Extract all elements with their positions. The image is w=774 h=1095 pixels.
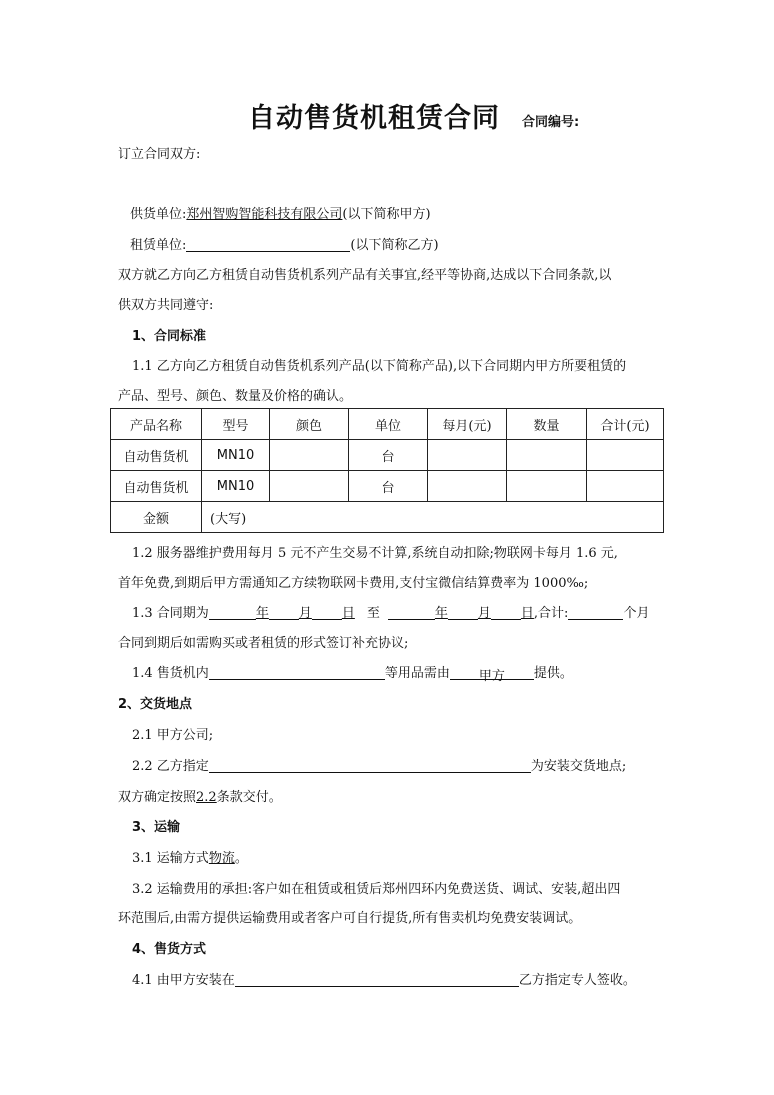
intro-line-1: 双方就乙方向乙方租赁自动售货机系列产品有关事宜,经平等协商,达成以下合同条款,以 bbox=[118, 268, 612, 283]
parties-intro: 订立合同双方: bbox=[118, 147, 201, 162]
clause-3-2-line-2: 环范围后,由需方提供运输费用或者客户可自行提货,所有售卖机均免费安装调试。 bbox=[118, 911, 582, 926]
clause-1-3-line-1 bbox=[132, 602, 649, 621]
table-header-cell: 单位 bbox=[349, 409, 428, 440]
table-header-cell: 产品名称 bbox=[111, 409, 202, 440]
table-cell[interactable] bbox=[428, 471, 507, 502]
table-header-cell: 数量 bbox=[507, 409, 587, 440]
transport-method: 物流 bbox=[208, 851, 235, 866]
end-year-blank[interactable] bbox=[388, 605, 435, 620]
table-cell[interactable] bbox=[587, 440, 664, 471]
clause-1-2-line-1: 1.2 服务器维护费用每月 5 元不产生交易不计算,系统自动扣除;物联网卡每月 1.6 元, bbox=[132, 546, 618, 561]
supplies-blank[interactable] bbox=[209, 665, 385, 680]
table-cell: MN10 bbox=[202, 440, 270, 471]
c14-prefix: 1.4 售货机内 bbox=[132, 666, 209, 681]
delivery-location-blank[interactable] bbox=[209, 758, 531, 773]
c14-middle: 等用品需由 bbox=[384, 666, 450, 681]
clause-3-2-line-1: 3.2 运输费用的承担:客户如在租赁或租赁后郑州四环内免费送货、调试、安装,超出四 bbox=[132, 882, 621, 897]
clause-1-3-line-2: 合同到期后如需购买或者租赁的形式签订补充协议; bbox=[118, 636, 409, 651]
clause-3-1 bbox=[132, 847, 248, 866]
term-prefix: 1.3 合同期为 bbox=[132, 606, 209, 621]
clause-2-2 bbox=[132, 755, 626, 774]
table-row bbox=[111, 471, 664, 502]
table-cell[interactable] bbox=[270, 440, 349, 471]
c22-line2-ref: 2.2 bbox=[196, 790, 217, 805]
table-header-cell: 颜色 bbox=[270, 409, 349, 440]
clause-1-1-line-1: 1.1 乙方向乙方租赁自动售货机系列产品(以下简称产品),以下合同期内甲方所要租赁的 bbox=[132, 359, 627, 374]
amount-value[interactable]: (大写) bbox=[202, 502, 664, 533]
table-cell[interactable] bbox=[428, 440, 507, 471]
section-1-heading: 1、合同标准 bbox=[132, 329, 207, 344]
section-4-heading: 4、售货方式 bbox=[132, 942, 207, 957]
end-day-label: 日 bbox=[520, 606, 534, 621]
table-header-cell: 每月(元) bbox=[428, 409, 507, 440]
table-cell: 台 bbox=[349, 440, 428, 471]
lessee-label: 租赁单位: bbox=[130, 238, 187, 253]
c31-prefix: 3.1 运输方式 bbox=[132, 851, 209, 866]
clause-2-1: 2.1 甲方公司; bbox=[132, 728, 214, 743]
table-cell[interactable] bbox=[270, 471, 349, 502]
clause-1-1-line-2: 产品、型号、颜色、数量及价格的确认。 bbox=[118, 389, 353, 404]
lessee-suffix: (以下简称乙方) bbox=[350, 238, 439, 253]
table-amount-row bbox=[111, 502, 664, 533]
c22-line2-suffix: 条款交付。 bbox=[216, 790, 282, 805]
start-day-blank[interactable] bbox=[312, 605, 342, 620]
end-month-blank[interactable] bbox=[448, 605, 478, 620]
clause-1-2-line-2: 首年免费,到期后甲方需通知乙方续物联网卡费用,支付宝微信结算费率为 1000‰; bbox=[118, 576, 589, 591]
intro-line-2: 供双方共同遵守: bbox=[118, 298, 214, 313]
term-months: 个月 bbox=[623, 606, 650, 621]
table-cell[interactable] bbox=[507, 471, 587, 502]
clause-2-2-line-2 bbox=[118, 786, 282, 805]
supplier-suffix: (以下简称甲方) bbox=[342, 207, 431, 222]
section-2-heading: 2、交货地点 bbox=[118, 697, 193, 712]
c22-prefix: 2.2 乙方指定 bbox=[132, 759, 209, 774]
table-cell[interactable] bbox=[587, 471, 664, 502]
lessee-line bbox=[130, 234, 439, 253]
c41-suffix: 乙方指定专人签收。 bbox=[518, 973, 636, 988]
table-cell: 台 bbox=[349, 471, 428, 502]
term-to: 至 bbox=[366, 606, 380, 621]
end-month-label: 月 bbox=[477, 606, 491, 621]
c31-suffix: 。 bbox=[234, 851, 248, 866]
table-cell: 自动售货机 bbox=[111, 471, 202, 502]
lessee-name-blank[interactable] bbox=[186, 237, 350, 252]
supplier-line bbox=[130, 203, 431, 222]
amount-label: 金额 bbox=[111, 502, 202, 533]
start-year-label: 年 bbox=[255, 606, 269, 621]
table-cell: 自动售货机 bbox=[111, 440, 202, 471]
c41-prefix: 4.1 由甲方安装在 bbox=[132, 973, 235, 988]
clause-1-4 bbox=[132, 662, 573, 684]
product-table bbox=[110, 408, 664, 533]
clause-4-1 bbox=[132, 969, 636, 988]
document-title: 自动售货机租赁合同 bbox=[248, 103, 500, 134]
c14-suffix: 提供。 bbox=[533, 666, 573, 681]
table-header-cell: 型号 bbox=[202, 409, 270, 440]
total-months-blank[interactable] bbox=[568, 605, 623, 620]
c22-line2-prefix: 双方确定按照 bbox=[118, 790, 197, 805]
start-day-label: 日 bbox=[341, 606, 355, 621]
table-header-row bbox=[111, 409, 664, 440]
start-year-blank[interactable] bbox=[209, 605, 256, 620]
end-year-label: 年 bbox=[434, 606, 448, 621]
table-row bbox=[111, 440, 664, 471]
end-day-blank[interactable] bbox=[491, 605, 521, 620]
supplier-label: 供货单位: bbox=[130, 207, 187, 222]
start-month-label: 月 bbox=[298, 606, 312, 621]
contract-number-label: 合同编号: bbox=[522, 115, 580, 130]
start-month-blank[interactable] bbox=[269, 605, 299, 620]
table-cell: MN10 bbox=[202, 471, 270, 502]
table-cell[interactable] bbox=[507, 440, 587, 471]
install-location-blank[interactable] bbox=[235, 972, 519, 987]
supplier-name: 郑州智购智能科技有限公司 bbox=[186, 207, 343, 222]
table-header-cell: 合计(元) bbox=[587, 409, 664, 440]
term-total: ,合计: bbox=[533, 606, 569, 621]
section-3-heading: 3、运输 bbox=[132, 820, 181, 835]
c14-party[interactable]: 甲方 bbox=[450, 665, 534, 680]
c22-suffix: 为安装交货地点; bbox=[530, 759, 627, 774]
